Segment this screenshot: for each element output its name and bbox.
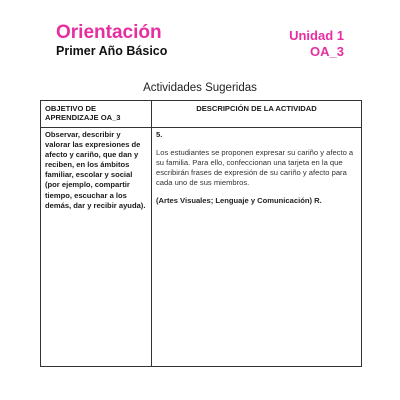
oa-label: OA_3 — [310, 44, 344, 59]
grade-subtitle: Primer Año Básico — [56, 44, 168, 58]
description-cell — [152, 128, 362, 367]
objective-cell: Observar, describir y valorar las expresiones de afecto y cariño, que dan y reciben, en los ámbitos familiar, escolar y social (por ejemplo, compartir tiempo, escuchar a los demás, dar y recibir ayuda). — [41, 128, 152, 367]
activity-number: 5. — [156, 130, 163, 139]
section-title: Actividades Sugeridas — [143, 82, 257, 94]
activity-reference: (Artes Visuales; Lenguaje y Comunicación) R. — [156, 196, 322, 206]
unit-label: Unidad 1 — [289, 28, 344, 43]
activity-text: Los estudiantes se proponen expresar su cariño y afecto a su familia. Para ello, confeccionan una tarjeta en la que escribirán frases de expresión de su cariño y afecto para cada uno de sus miembros. — [156, 148, 354, 188]
table-header-row — [41, 101, 362, 128]
objective-column-header: OBJETIVO DE APRENDIZAJE OA_3 — [41, 101, 152, 128]
subject-title: Orientación — [56, 22, 162, 43]
table-row — [41, 128, 362, 367]
description-column-header: DESCRIPCIÓN DE LA ACTIVIDAD — [152, 101, 362, 128]
activities-table — [40, 100, 362, 367]
